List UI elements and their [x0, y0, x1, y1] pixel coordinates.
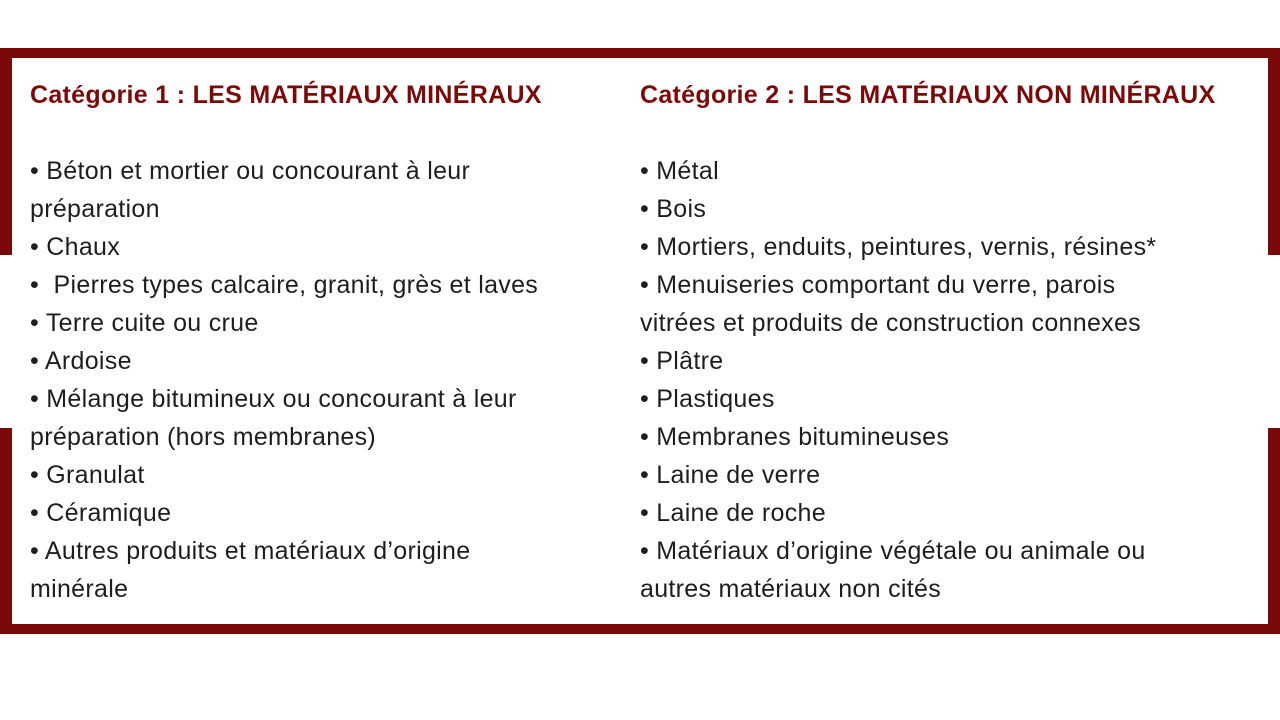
list-item: • Ardoise — [30, 347, 132, 375]
list-item: • Mortiers, enduits, peintures, vernis, résines* — [640, 233, 1157, 261]
list-item: • Chaux — [30, 233, 121, 261]
list-item: • Béton et mortier ou concourant à leur préparation — [30, 157, 471, 223]
category-2-heading: Catégorie 2 : LES MATÉRIAUX NON MINÉRAUX — [640, 81, 1216, 109]
list-item: • Menuiseries comportant du verre, parois vitrées et produits de construction connexes — [640, 271, 1141, 337]
list-item: • Bois — [640, 195, 707, 223]
frame-left-bar-bottom — [0, 428, 12, 634]
category-1-list — [30, 152, 620, 608]
list-item: • Pierres types calcaire, granit, grès et laves — [30, 271, 539, 299]
list-item: • Céramique — [30, 499, 172, 527]
category-2-column — [640, 76, 1260, 608]
list-item: • Membranes bitumineuses — [640, 423, 950, 451]
frame-right-bar-top — [1268, 48, 1280, 255]
list-item: • Terre cuite ou crue — [30, 309, 259, 337]
list-item: • Autres produits et matériaux d’origine minérale — [30, 537, 471, 603]
frame-right-bar-bottom — [1268, 428, 1280, 634]
list-item: • Laine de verre — [640, 461, 821, 489]
frame-left-bar-top — [0, 48, 12, 255]
list-item: • Plastiques — [640, 385, 775, 413]
list-item: • Matériaux d’origine végétale ou animale ou autres matériaux non cités — [640, 537, 1146, 603]
list-item: • Plâtre — [640, 347, 724, 375]
list-item: • Laine de roche — [640, 499, 826, 527]
list-item: • Granulat — [30, 461, 145, 489]
list-item: • Mélange bitumineux ou concourant à leur préparation (hors membranes) — [30, 385, 517, 451]
category-1-column — [30, 76, 620, 608]
list-item: • Métal — [640, 157, 719, 185]
category-2-list — [640, 152, 1260, 608]
category-1-heading: Catégorie 1 : LES MATÉRIAUX MINÉRAUX — [30, 81, 542, 109]
